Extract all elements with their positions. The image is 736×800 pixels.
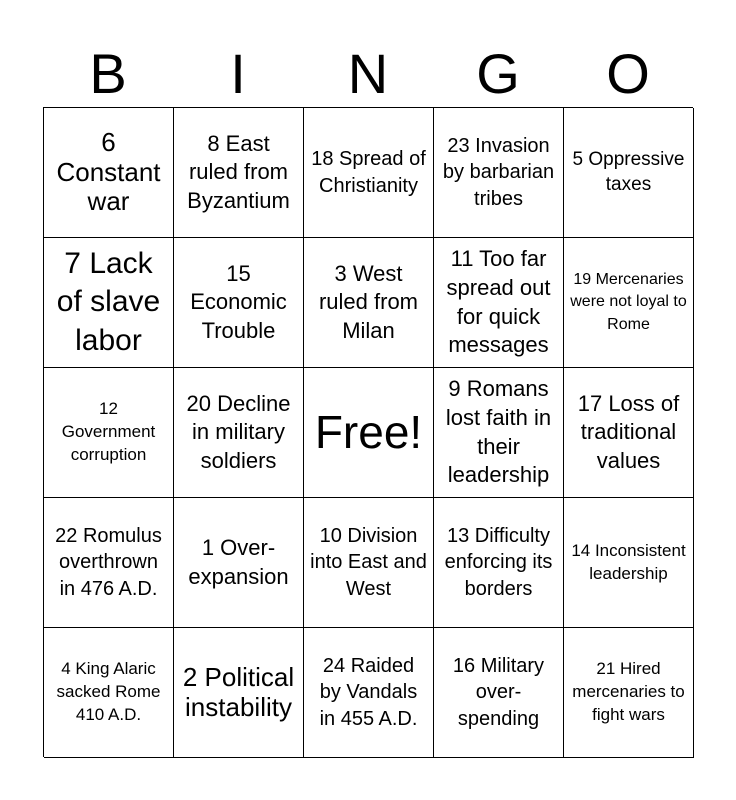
bingo-cell[interactable]: 19 Mercenaries were not loyal to Rome	[564, 238, 694, 368]
bingo-cell[interactable]: 20 Decline in military soldiers	[174, 368, 304, 498]
bingo-cell[interactable]: 16 Military over-spending	[434, 628, 564, 758]
header-letter-o: O	[606, 42, 650, 105]
bingo-cell[interactable]: 14 Inconsistent leadership	[564, 498, 694, 628]
bingo-cell[interactable]: 21 Hired mercenaries to fight wars	[564, 628, 694, 758]
bingo-cell[interactable]: 12 Government corruption	[44, 368, 174, 498]
bingo-cell[interactable]: 24 Raided by Vandals in 455 A.D.	[304, 628, 434, 758]
bingo-cell[interactable]: 18 Spread of Christianity	[304, 108, 434, 238]
bingo-cell[interactable]: 6 Constant war	[44, 108, 174, 238]
bingo-cell[interactable]: 22 Romulus overthrown in 476 A.D.	[44, 498, 174, 628]
bingo-cell[interactable]: 2 Political instability	[174, 628, 304, 758]
bingo-cell[interactable]: 8 East ruled from Byzantium	[174, 108, 304, 238]
free-space[interactable]: Free!	[304, 368, 434, 498]
header-letter-g: G	[476, 42, 520, 105]
bingo-cell[interactable]: 13 Difficulty enforcing its borders	[434, 498, 564, 628]
bingo-cell[interactable]: 1 Over-expansion	[174, 498, 304, 628]
bingo-cell[interactable]: 7 Lack of slave labor	[44, 238, 174, 368]
header-letter-i: I	[230, 42, 246, 105]
bingo-board	[43, 107, 693, 757]
bingo-cell[interactable]: 17 Loss of traditional values	[564, 368, 694, 498]
bingo-cell[interactable]: 5 Oppressive taxes	[564, 108, 694, 238]
bingo-cell[interactable]: 11 Too far spread out for quick messages	[434, 238, 564, 368]
bingo-cell[interactable]: 4 King Alaric sacked Rome 410 A.D.	[44, 628, 174, 758]
bingo-cell[interactable]: 9 Romans lost faith in their leadership	[434, 368, 564, 498]
bingo-cell[interactable]: 10 Division into East and West	[304, 498, 434, 628]
bingo-cell[interactable]: 3 West ruled from Milan	[304, 238, 434, 368]
bingo-cell[interactable]: 15 Economic Trouble	[174, 238, 304, 368]
bingo-header	[43, 40, 693, 108]
header-letter-b: B	[89, 42, 127, 105]
header-letter-n: N	[347, 42, 389, 105]
bingo-cell[interactable]: 23 Invasion by barbarian tribes	[434, 108, 564, 238]
